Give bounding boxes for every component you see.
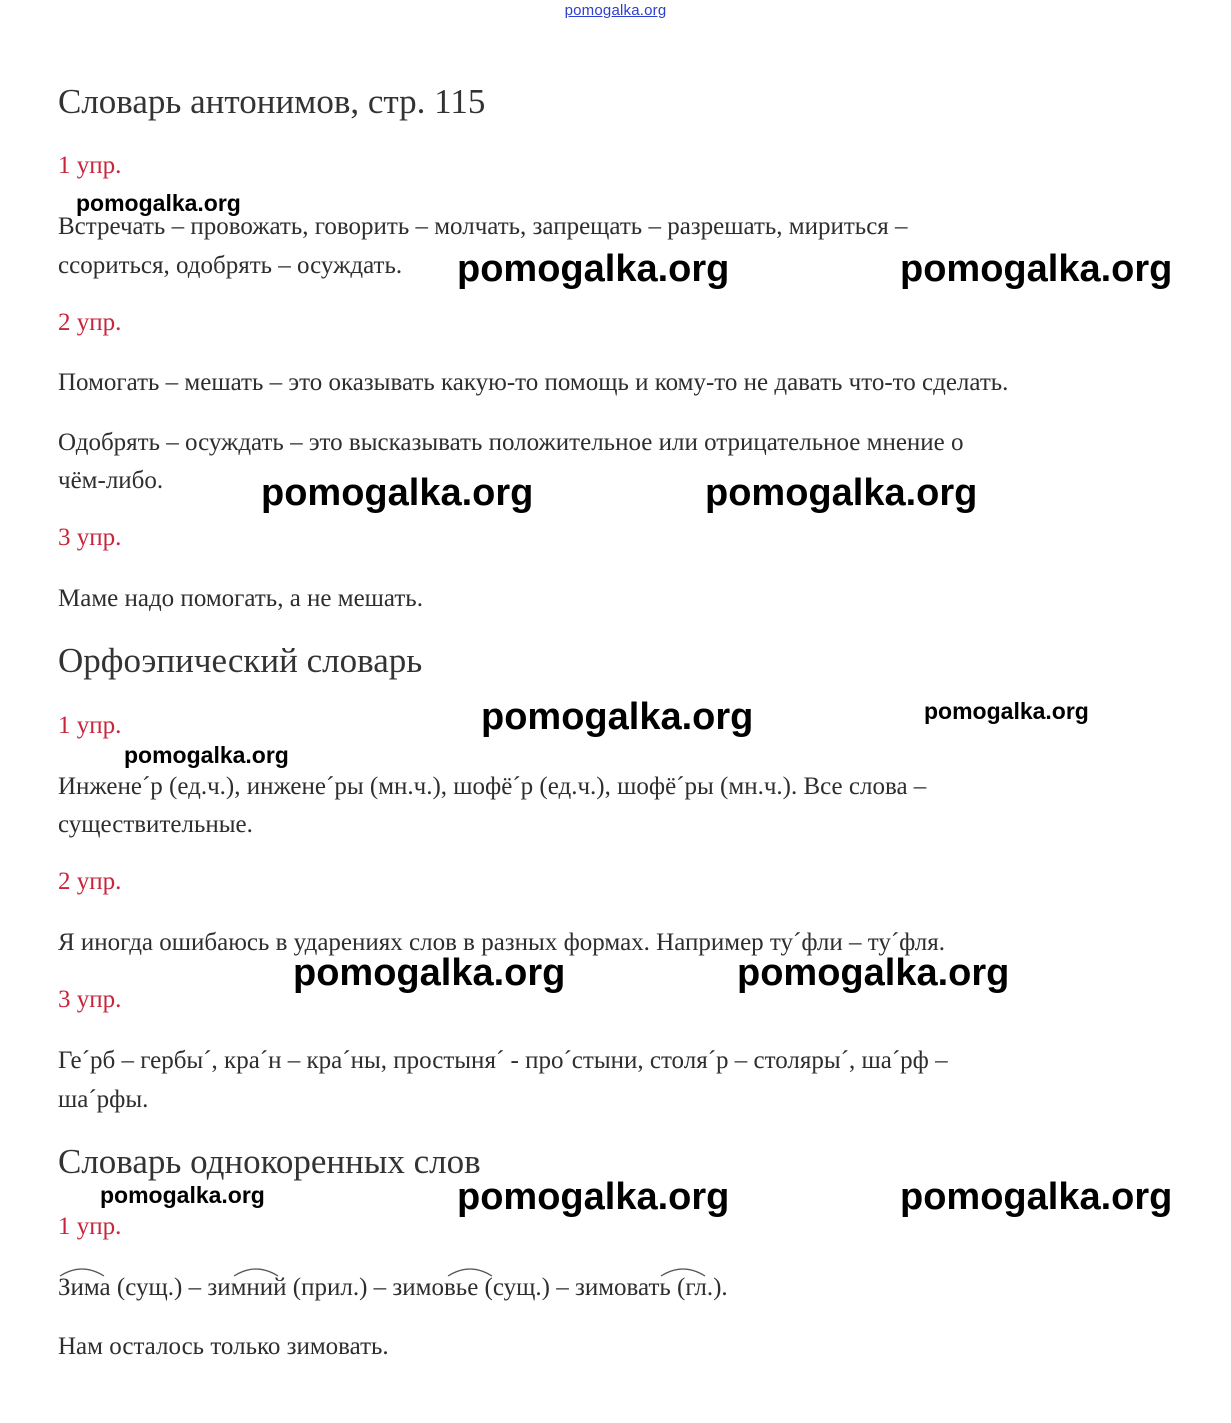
watermark: pomogalka.org <box>737 952 1010 994</box>
watermark: pomogalka.org <box>261 472 534 514</box>
section-heading-orthoepic: Орфоэпический словарь <box>58 641 423 680</box>
watermark: pomogalka.org <box>705 472 978 514</box>
watermark: pomogalka.org <box>124 742 289 768</box>
watermark: pomogalka.org <box>76 190 241 216</box>
watermark: pomogalka.org <box>900 248 1173 290</box>
paragraph-line: чём-либо. <box>58 467 164 494</box>
watermark: pomogalka.org <box>293 952 566 994</box>
paragraph-line: Встречать – провожать, говорить – молчать, запрещать – разрешать, мириться – <box>58 213 908 240</box>
paragraph-line: Ге´рб – гербы´, кра´н – кра´ны, простыня´ - про´стыни, столя´р – столяры´, ша´рф – <box>58 1047 948 1074</box>
root-arc <box>448 1269 492 1276</box>
paragraph-line: ссориться, одобрять – осуждать. <box>58 252 403 279</box>
watermark: pomogalka.org <box>457 248 730 290</box>
paragraph-line: Я иногда ошибаюсь в ударениях слов в разных формах. Например ту´фли – ту´фля. <box>58 929 945 956</box>
section-heading-antonyms: Словарь антонимов, стр. 115 <box>58 82 486 121</box>
paragraph-line: Одобрять – осуждать – это высказывать положительное или отрицательное мнение о <box>58 429 964 456</box>
root-arc <box>234 1269 278 1276</box>
paragraph-line: Инжене´р (ед.ч.), инжене´ры (мн.ч.), шофё´р (ед.ч.), шофё´ры (мн.ч.). Все слова – <box>58 773 927 800</box>
paragraph-line: Зима (сущ.) – зимний (прил.) – зимовье (сущ.) – зимовать (гл.). <box>58 1274 728 1301</box>
watermark: pomogalka.org <box>900 1176 1173 1218</box>
exercise-label: 1 упр. <box>58 712 122 739</box>
paragraph-line: Помогать – мешать – это оказывать какую-то помощь и кому-то не давать что-то сделать. <box>58 369 1009 396</box>
exercise-label: 2 упр. <box>58 309 122 336</box>
watermark: pomogalka.org <box>100 1182 265 1208</box>
watermark: pomogalka.org <box>457 1176 730 1218</box>
root-arc <box>60 1269 104 1276</box>
section-heading-cognates: Словарь однокоренных слов <box>58 1142 481 1181</box>
watermark: pomogalka.org <box>924 698 1089 724</box>
exercise-label: 1 упр. <box>58 1213 122 1240</box>
exercise-label: 3 упр. <box>58 986 122 1013</box>
exercise-label: 3 упр. <box>58 524 122 551</box>
watermark: pomogalka.org <box>481 696 754 738</box>
paragraph-line: Маме надо помогать, а не мешать. <box>58 585 423 612</box>
exercise-label: 1 упр. <box>58 152 122 179</box>
paragraph-line: Нам осталось только зимовать. <box>58 1333 389 1360</box>
exercise-label: 2 упр. <box>58 868 122 895</box>
root-arc <box>661 1269 705 1276</box>
top-site-link[interactable]: pomogalka.org <box>564 2 667 19</box>
paragraph-line: ша´рфы. <box>58 1086 149 1113</box>
paragraph-line: существительные. <box>58 811 253 838</box>
